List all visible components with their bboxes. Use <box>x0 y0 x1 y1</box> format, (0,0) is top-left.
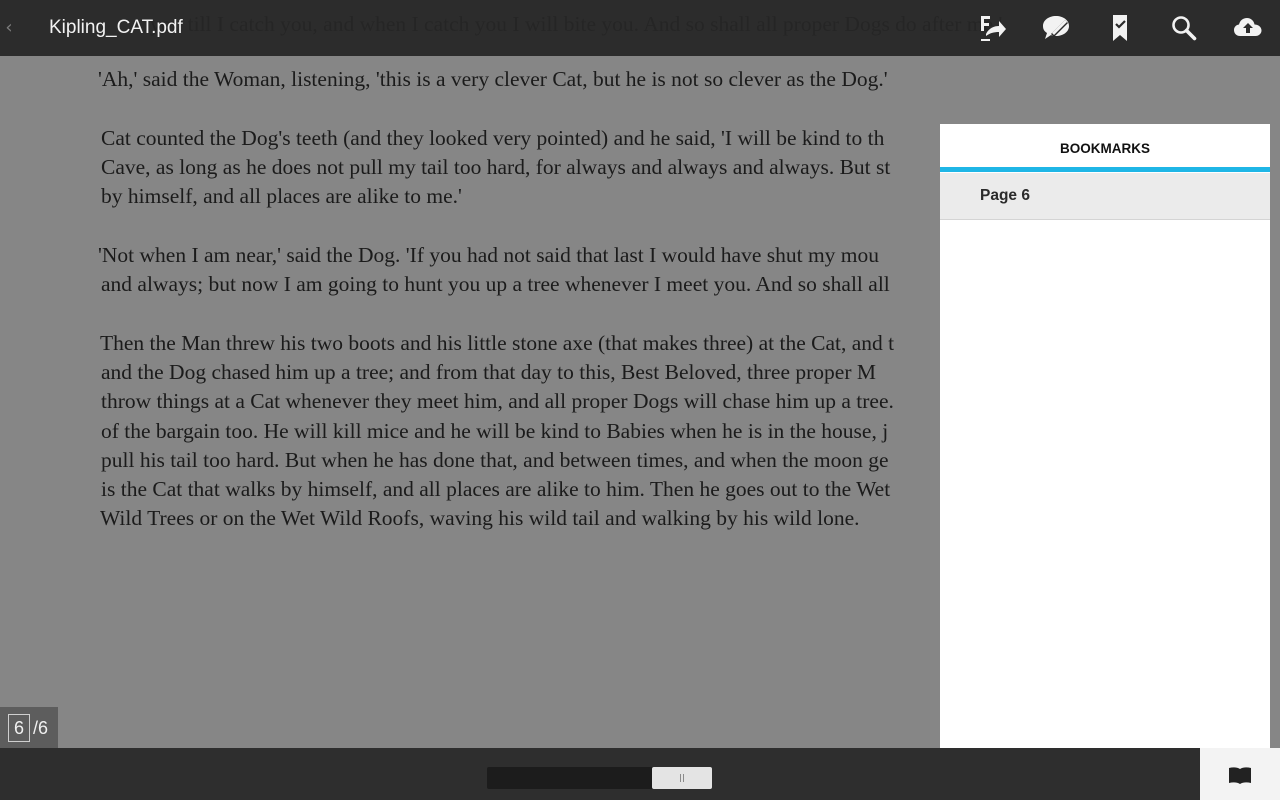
total-pages-label: /6 <box>33 718 49 738</box>
top-action-bar <box>0 0 1280 56</box>
bookmarks-button[interactable] <box>1104 12 1136 44</box>
doc-line: 'Not when I am near,' said the Dog. 'If you had not said that last I would have shut my mou <box>98 243 880 267</box>
annotate-button[interactable] <box>1040 12 1072 44</box>
bookmarks-tab[interactable]: BOOKMARKS <box>1060 141 1150 156</box>
doc-line: throw things at a Cat whenever they meet him, and all proper Dogs will chase him up a tree. <box>101 389 894 413</box>
doc-line: and always; but now I am going to hunt you up a tree whenever I meet you. And so shall all <box>101 272 890 296</box>
bookmark-item-label: Page 6 <box>980 187 1030 204</box>
book-view-button[interactable] <box>1200 748 1280 800</box>
doc-line: and the Dog chased him up a tree; and from that day to this, Best Beloved, three proper M <box>101 360 876 384</box>
go-to-page-icon <box>976 12 1008 44</box>
bookmark-icon <box>1104 12 1136 44</box>
go-to-page-button[interactable] <box>976 12 1008 44</box>
doc-line: 'Ah,' said the Woman, listening, 'this is a very clever Cat, but he is not so clever as the Dog.' <box>98 67 888 91</box>
doc-line: pull his tail too hard. But when he has done that, and between times, and when the moon ge <box>101 448 889 472</box>
search-button[interactable] <box>1168 12 1200 44</box>
doc-line: Cat counted the Dog's teeth (and they looked very pointed) and he said, 'I will be kind to th <box>101 126 885 150</box>
doc-line: is the Cat that walks by himself, and all places are alike to him. Then he goes out to the Wet <box>101 477 891 501</box>
document-title: Kipling_CAT.pdf <box>49 17 183 38</box>
book-icon <box>1228 766 1252 784</box>
cloud-upload-icon <box>1232 12 1264 44</box>
upload-button[interactable] <box>1232 12 1264 44</box>
doc-line: of the bargain too. He will kill mice and he will be kind to Babies when he is in the house, j <box>101 419 889 443</box>
seek-thumb-grip <box>680 774 684 782</box>
doc-line: Cave, as long as he does not pull my tail too hard, for always and always and always. But st <box>101 155 891 179</box>
doc-line: Wild Trees or on the Wet Wild Roofs, waving his wild tail and walking by his wild lone. <box>100 506 860 530</box>
doc-line: Then the Man threw his two boots and his little stone axe (that makes three) at the Cat, and t <box>100 331 895 355</box>
annotate-icon <box>1040 12 1072 44</box>
bookmarks-panel <box>940 124 1270 748</box>
doc-line: by himself, and all places are alike to me.' <box>101 184 462 208</box>
search-icon <box>1168 12 1200 44</box>
current-page-number[interactable]: 6 <box>8 714 30 742</box>
back-chevron-icon[interactable]: ‹ <box>5 17 13 38</box>
bookmark-item[interactable] <box>940 173 1270 220</box>
bookmarks-tab-indicator <box>940 167 1270 172</box>
